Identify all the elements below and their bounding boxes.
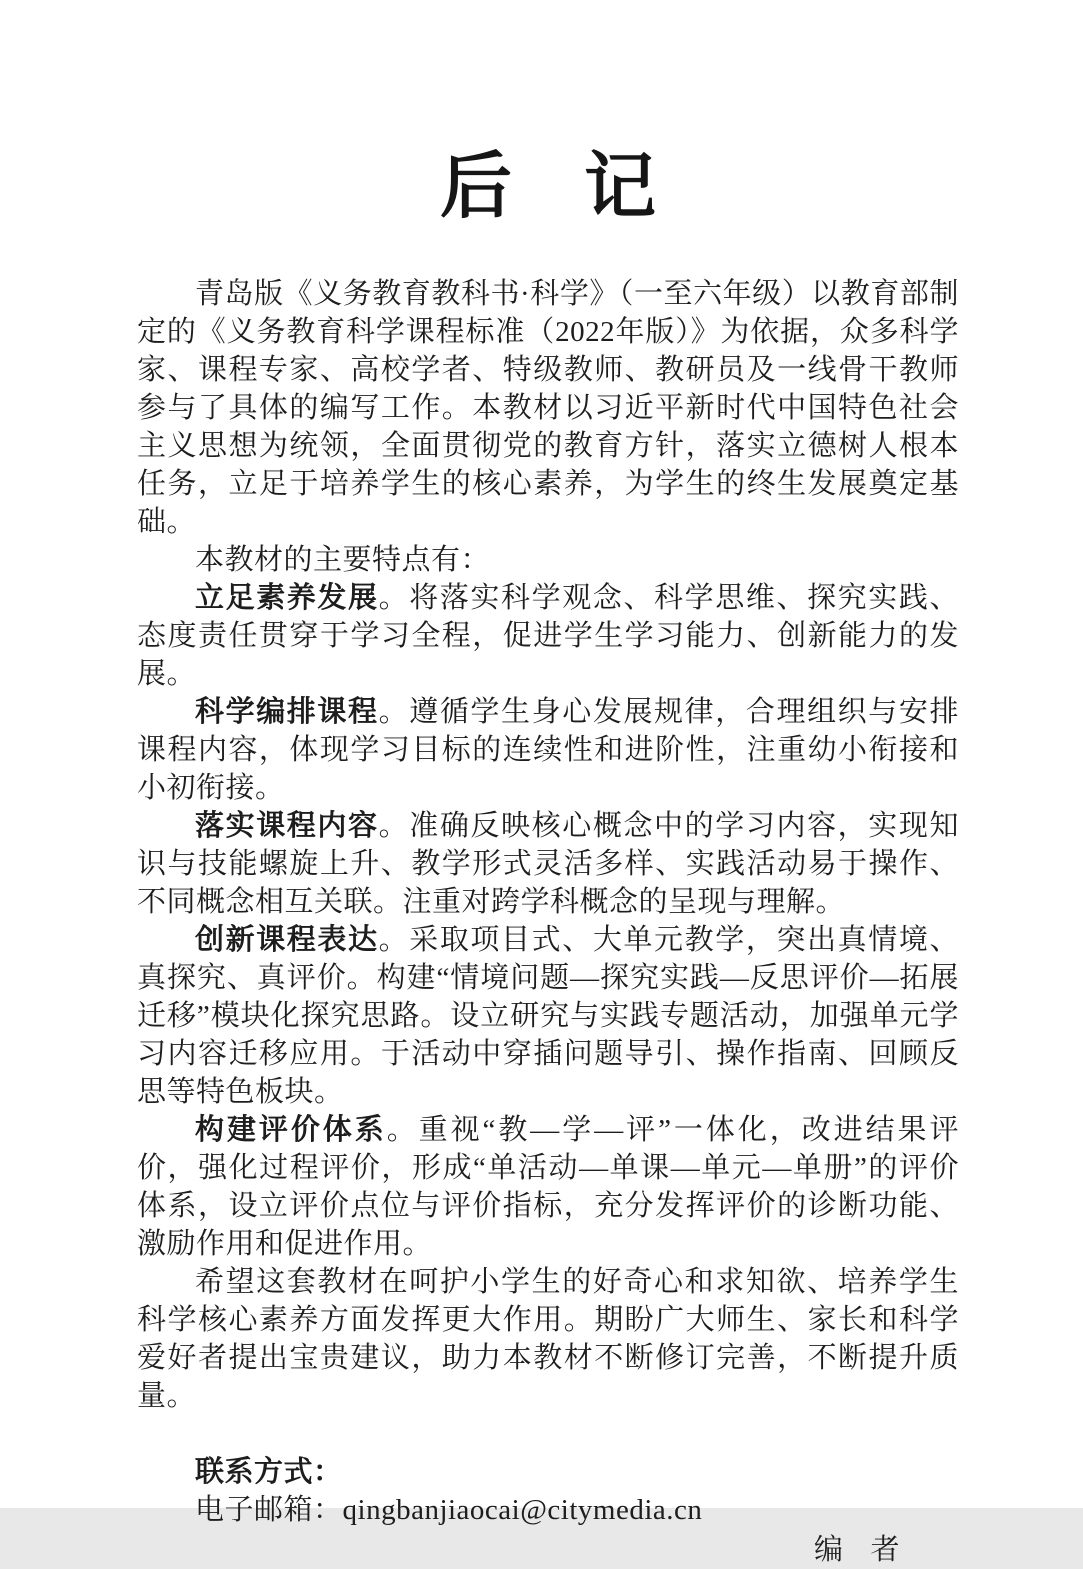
email-address: qingbanjiaocai@citymedia.cn (342, 1494, 703, 1527)
paragraph-text: 本教材的主要特点有： (195, 544, 491, 577)
contact-email-line (137, 1491, 959, 1529)
contact-block (137, 1453, 959, 1529)
paragraph-feature-3 (137, 807, 959, 921)
paragraph-text: 希望这套教材在呵护小学生的好奇心和求知欲、培养学生科学核心素养方面发挥更大作用。期盼广大师生、家长和科学爱好者提出宝贵建议，助力本教材不断修订完善，不断提升质量。 (137, 1266, 959, 1413)
paragraph-text: 。遵循学生身心发展规律，合理组织与安排课程内容，体现学习目标的连续性和进阶性，注重幼小衔接和小初衔接。 (137, 696, 959, 805)
paragraph-text: 。重视“教—学—评”一体化，改进结果评价，强化过程评价，形成“单活动—单课—单元—单册”的评价体系，设立评价点位与评价指标，充分发挥评价的诊断功能、激励作用和促进作用。 (137, 1114, 959, 1261)
paragraph-text: 。将落实科学观念、科学思维、探究实践、态度责任贯穿于学习全程，促进学生学习能力、创新能力的发展。 (137, 582, 959, 691)
contact-heading: 联系方式： (195, 1456, 343, 1489)
paragraph-feature-1 (137, 579, 959, 693)
paragraph-lead: 创新课程表达 (195, 924, 379, 957)
paragraph-lead: 科学编排课程 (195, 696, 379, 729)
paragraph-intro (137, 275, 959, 541)
paragraph-features-heading (137, 541, 959, 579)
editor-signature: 编 者 (814, 1534, 910, 1567)
page-title: 后 记 (439, 147, 656, 227)
paragraph-feature-4 (137, 921, 959, 1111)
paragraph-lead: 立足素养发展 (195, 582, 379, 615)
paragraph-text: 。准确反映核心概念中的学习内容，实现知识与技能螺旋上升、教学形式灵活多样、实践活动易于操作、不同概念相互关联。注重对跨学科概念的呈现与理解。 (137, 810, 959, 919)
body-text (137, 275, 959, 1569)
paragraph-text: 青岛版《义务教育教科书·科学》（一至六年级）以教育部制定的《义务教育科学课程标准（2022年版）》为依据，众多科学家、课程专家、高校学者、特级教师、教研员及一线骨干教师参与了具体的编写工作。本教材以习近平新时代中国特色社会主义思想为统领，全面贯彻党的教育方针，落实立德树人根本任务，立足于培养学生的核心素养，为学生的终生发展奠定基础。 (137, 278, 959, 539)
paragraph-feature-5 (137, 1111, 959, 1263)
paragraph-lead: 落实课程内容 (195, 810, 379, 843)
paragraph-feature-2 (137, 693, 959, 807)
email-label: 电子邮箱： (195, 1494, 343, 1527)
paragraph-closing (137, 1263, 959, 1415)
paragraph-lead: 构建评价体系 (195, 1114, 387, 1147)
paragraph-text: 。采取项目式、大单元教学，突出真情境、真探究、真评价。构建“情境问题—探究实践—反思评价—拓展迁移”模块化探究思路。设立研究与实践专题活动，加强单元学习内容迁移应用。于活动中穿插问题导引、操作指南、回顾反思等特色板块。 (137, 924, 959, 1109)
